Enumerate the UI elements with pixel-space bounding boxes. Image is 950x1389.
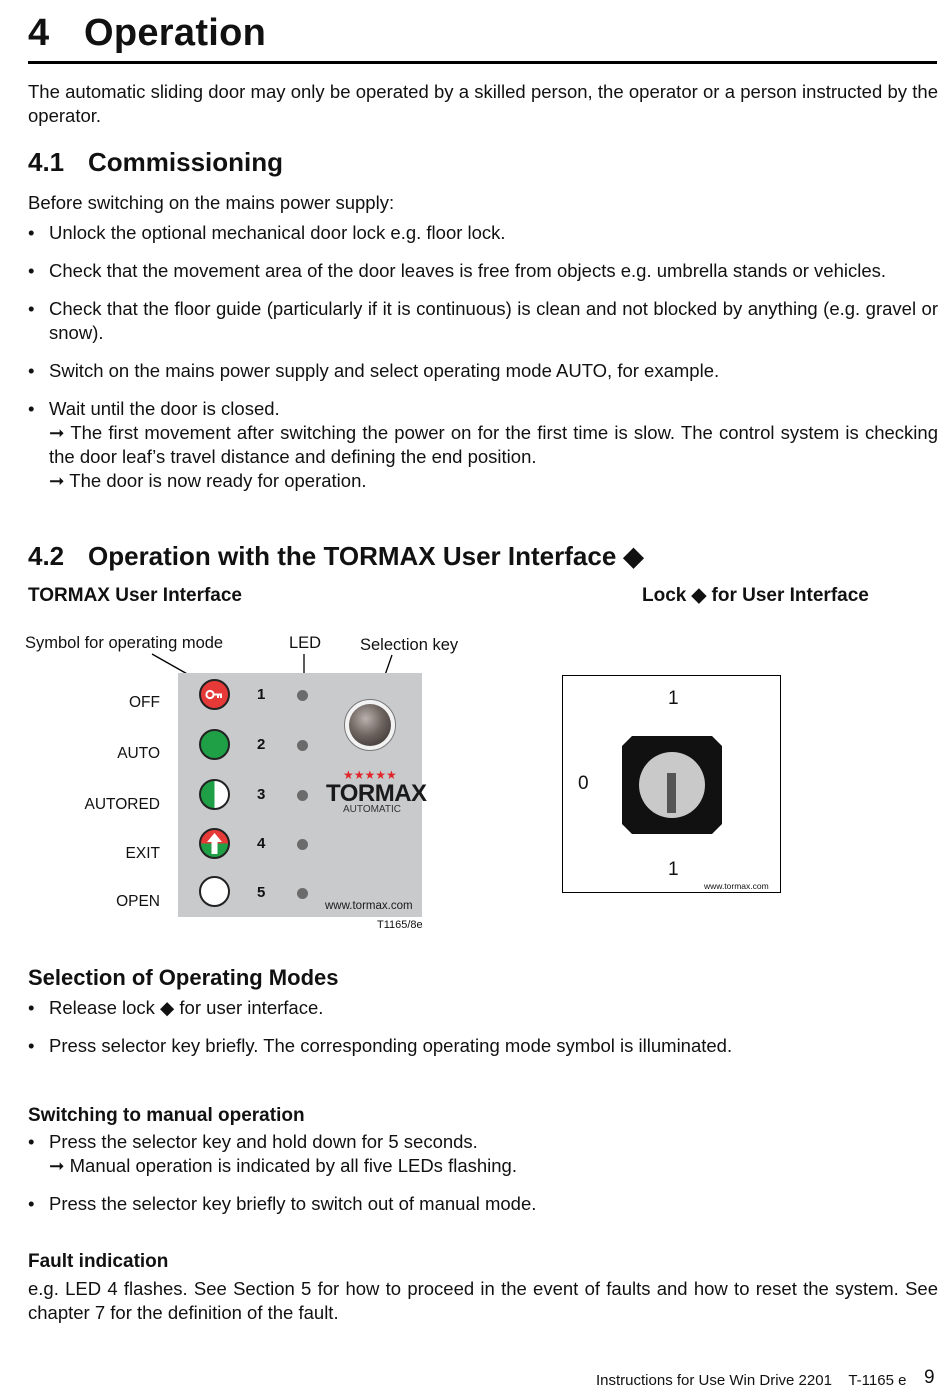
section-4-1-number: 4.1	[28, 147, 65, 177]
section-4-2-title: Operation with the TORMAX User Interface ◆	[88, 541, 644, 571]
brand-logo: TORMAX	[326, 780, 427, 807]
lock-cylinder-icon[interactable]	[622, 736, 722, 834]
list-item: • Unlock the optional mechanical door lock e.g. floor lock.	[28, 221, 938, 245]
commissioning-lead: Before switching on the mains power supply:	[28, 192, 395, 213]
selection-list	[28, 996, 938, 1072]
list-item-text: Press the selector key and hold down for 5 seconds.	[49, 1131, 478, 1152]
lock-url: www.tormax.com	[704, 881, 769, 891]
mode-symbol-exit	[199, 828, 230, 859]
key-icon	[201, 681, 228, 708]
section-4-1-title: Commissioning	[88, 147, 284, 177]
mode-label-exit: EXIT	[125, 845, 160, 862]
mode-label-auto: AUTO	[117, 745, 160, 762]
list-item: • Check that the movement area of the door leaves is free from objects e.g. umbrella stands or vehicles.	[28, 259, 938, 283]
list-item: • Release lock ◆ for user interface.	[28, 996, 938, 1020]
selection-key-cap	[349, 704, 391, 746]
mode-symbol-auto	[199, 729, 230, 760]
led-3	[297, 790, 308, 801]
list-item: • Press selector key briefly. The corresponding operating mode symbol is illuminated.	[28, 1034, 938, 1058]
mode-symbol-off	[199, 679, 230, 710]
lock-position-bottom: 1	[668, 859, 679, 880]
brand-stars: ★★★★★	[343, 768, 397, 782]
mode-number: 4	[257, 835, 266, 852]
lock-caption: Lock ◆ for User Interface	[642, 585, 869, 606]
result-arrow-text: ➞ The door is now ready for operation.	[49, 470, 367, 491]
user-interface-caption: TORMAX User Interface	[28, 585, 242, 606]
led-4	[297, 839, 308, 850]
callout-symbol-label: Symbol for operating mode	[25, 634, 224, 652]
led-2	[297, 740, 308, 751]
result-arrow-text: ➞ The first movement after switching the power on for the first time is slow. The control system is checking the door leaf’s travel distance and defining the end position.	[49, 422, 938, 467]
result-arrow-text: ➞ Manual operation is indicated by all five LEDs flashing.	[49, 1155, 517, 1176]
list-item-text: Wait until the door is closed.	[49, 398, 280, 419]
mode-label-off: OFF	[129, 694, 160, 711]
mode-label-open: OPEN	[116, 893, 160, 910]
led-1	[297, 690, 308, 701]
led-5	[297, 888, 308, 899]
mode-number: 2	[257, 736, 266, 753]
callout-key-label: Selection key	[360, 636, 459, 654]
mode-label-autored: AUTORED	[84, 796, 160, 813]
list-item	[28, 1130, 938, 1178]
brand-subtitle: AUTOMATIC	[343, 804, 401, 815]
lock-position-left: 0	[578, 773, 589, 794]
manual-heading: Switching to manual operation	[28, 1105, 305, 1126]
mode-symbol-open	[199, 876, 230, 907]
footer-document-id: Instructions for Use Win Drive 2201 T-1165 e	[596, 1372, 907, 1389]
mode-number: 1	[257, 686, 266, 703]
panel-url: www.tormax.com	[325, 900, 413, 912]
selection-key[interactable]	[344, 699, 396, 751]
list-item: • Check that the floor guide (particularly if it is continuous) is clean and not blocked by anything (e.g. gravel or snow).	[28, 297, 938, 345]
mode-number: 3	[257, 786, 266, 803]
mode-symbol-autored	[199, 779, 230, 810]
manual-list	[28, 1130, 938, 1230]
callout-led-label: LED	[289, 634, 322, 652]
figure-id: T1165/8e	[377, 919, 423, 931]
chapter-number: 4	[28, 12, 50, 54]
mode-number: 5	[257, 884, 266, 901]
lock-position-top: 1	[668, 688, 679, 709]
intro-paragraph: The automatic sliding door may only be operated by a skilled person, the operator or a person instructed by the operator.	[28, 81, 938, 126]
list-item: • Switch on the mains power supply and select operating mode AUTO, for example.	[28, 359, 938, 383]
section-4-2-number: 4.2	[28, 541, 65, 571]
list-item: • Press the selector key briefly to switch out of manual mode.	[28, 1192, 938, 1216]
page-number: 9	[924, 1367, 935, 1388]
chapter-title: Operation	[84, 12, 267, 54]
fault-paragraph: e.g. LED 4 flashes. See Section 5 for how to proceed in the event of faults and how to reset the system. See chapter 7 for the definition of the fault.	[28, 1278, 938, 1323]
up-arrow-icon	[201, 830, 228, 857]
fault-heading: Fault indication	[28, 1251, 169, 1272]
selection-heading: Selection of Operating Modes	[28, 965, 339, 990]
